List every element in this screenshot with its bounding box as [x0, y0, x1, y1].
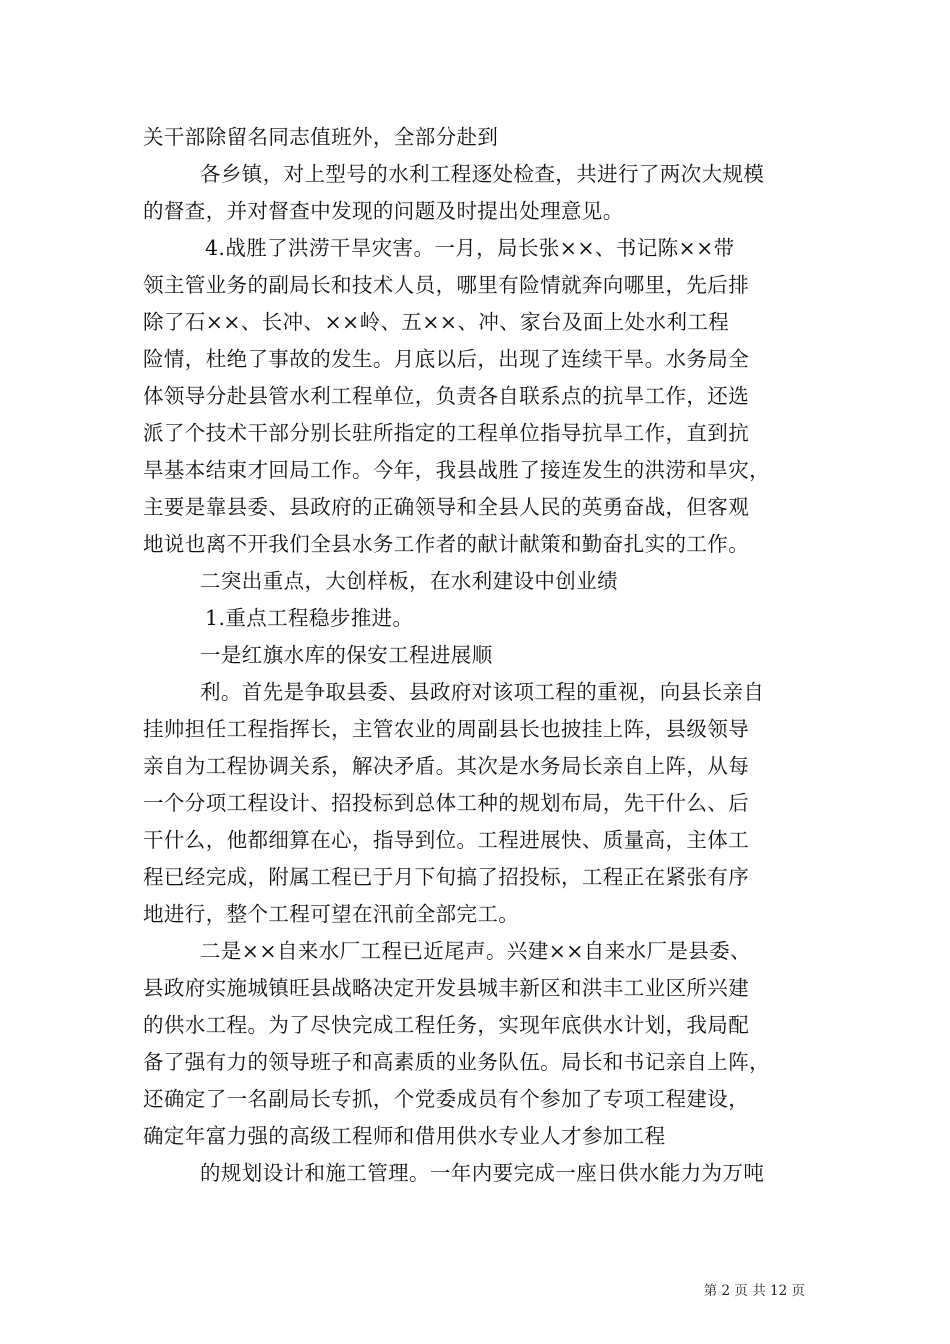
text-line: 二是××自来水厂工程已近尾声。兴建××自来水厂是县委、 [200, 939, 752, 963]
text-line: 地进行，整个工程可望在汛前全部完工。 [143, 902, 520, 926]
text-line: 干什么，他都细算在心，指导到位。工程进展快、质量高，主体工 [143, 828, 750, 852]
text-line: 险情，杜绝了事故的发生。月底以后，出现了连续干旱。水务局全 [143, 347, 750, 371]
text-line: 派了个技术干部分别长驻所指定的工程单位指导抗旱工作，直到抗 [143, 421, 750, 445]
text-line: 还确定了一名副局长专抓，个党委成员有个参加了专项工程建设， [143, 1087, 750, 1111]
text-line: 利。首先是争取县委、县政府对该项工程的重视，向县长亲自 [200, 680, 765, 704]
page-number-footer: 第 2 页 共 12 页 [703, 1283, 805, 1299]
text-line: 旱基本结束才回局工作。今年，我县战胜了接连发生的洪涝和旱灾， [143, 458, 770, 482]
text-line: 各乡镇，对上型号的水利工程逐处检查，共进行了两次大规模 [200, 162, 765, 186]
text-line: 挂帅担任工程指挥长，主管农业的周副县长也披挂上阵，县级领导 [143, 717, 750, 741]
text-line: 亲自为工程协调关系，解决矛盾。其次是水务局长亲自上阵，从每 [143, 754, 750, 778]
text-line: 程已经完成，附属工程已于月下旬搞了招投标，工程正在紧张有序 [143, 865, 750, 889]
text-line: 备了强有力的领导班子和高素质的业务队伍。局长和书记亲自上阵， [143, 1050, 770, 1074]
text-line: 4.战胜了洪涝干旱灾害。一月，局长张××、书记陈××带 [205, 236, 735, 260]
text-line: 领主管业务的副局长和技术人员，哪里有险情就奔向哪里，先后排 [143, 273, 750, 297]
text-line: 主要是靠县委、县政府的正确领导和全县人民的英勇奋战，但客观 [143, 495, 750, 519]
text-line: 体领导分赴县管水利工程单位，负责各自联系点的抗旱工作，还选 [143, 384, 750, 408]
text-line: 的规划设计和施工管理。一年内要完成一座日供水能力为万吨 [200, 1161, 765, 1185]
text-line: 关干部除留名同志值班外，全部分赴到 [143, 125, 499, 149]
text-line: 县政府实施城镇旺县战略决定开发县城丰新区和洪丰工业区所兴建 [143, 976, 750, 1000]
text-line: 除了石××、长冲、××岭、五××、冲、家台及面上处水利工程 [143, 310, 730, 334]
text-line: 确定年富力强的高级工程师和借用供水专业人才参加工程 [143, 1124, 666, 1148]
subsection-heading: 1.重点工程稳步推进。 [205, 606, 414, 630]
text-line: 一是红旗水库的保安工程进展顺 [200, 643, 493, 667]
section-heading: 二突出重点，大创样板，在水利建设中创业绩 [200, 569, 618, 593]
text-line: 一个分项工程设计、招投标到总体工种的规划布局，先干什么、后 [143, 791, 750, 815]
text-line: 的督查，并对督查中发现的问题及时提出处理意见。 [143, 199, 624, 223]
text-line: 地说也离不开我们全县水务工作者的献计献策和勤奋扎实的工作。 [143, 532, 750, 556]
text-line: 的供水工程。为了尽快完成工程任务，实现年底供水计划，我局配 [143, 1013, 750, 1037]
